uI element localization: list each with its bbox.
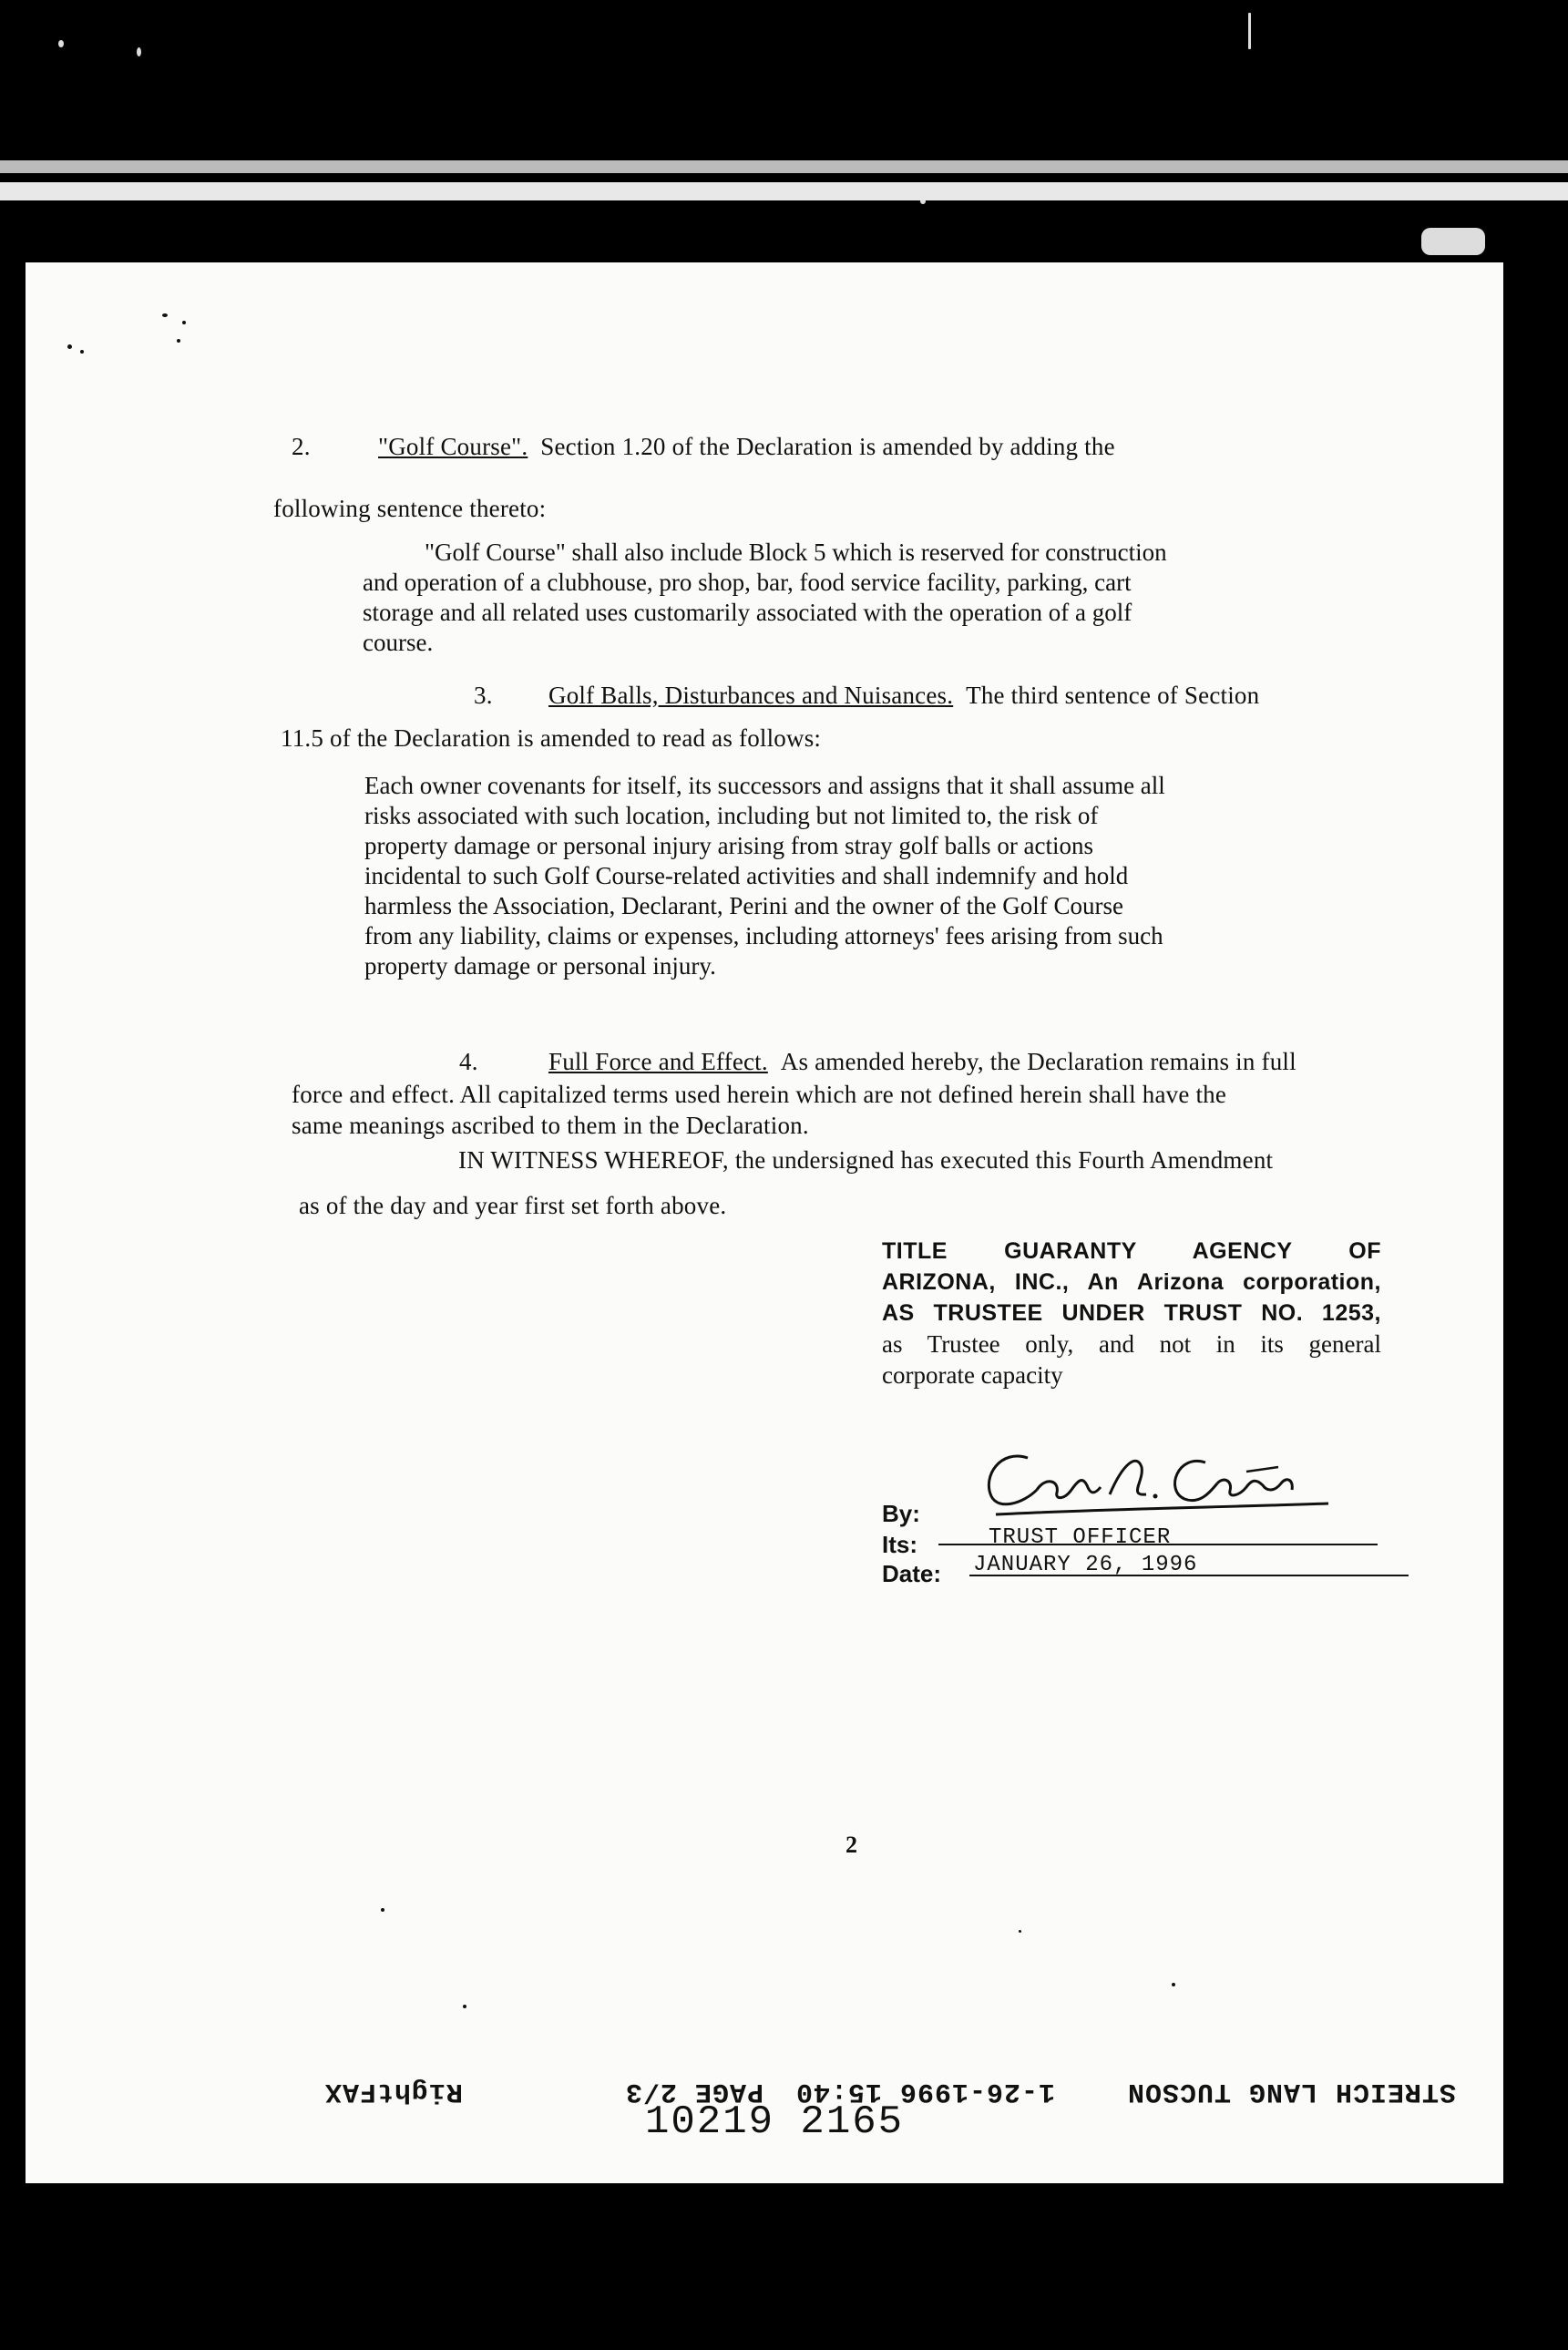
scan-band [0,182,1568,200]
section-3-quote-line: property damage or personal injury. [364,952,716,980]
border-speck [137,47,141,56]
scan-band [0,160,1568,173]
document-number: 10219 2165 [645,2099,905,2145]
section-4-line: same meanings ascribed to them in the Declaration. [292,1112,809,1139]
section-4-first-line [459,1046,1416,1077]
section-2-heading: "Golf Course". [378,433,528,460]
date-line [969,1575,1409,1576]
border-speck [1421,228,1485,255]
trustee-line: TITLE GUARANTY AGENCY OF [882,1238,1381,1264]
fax-datetime: 1-26-1996 15:40 [794,2076,1055,2107]
trustee-line: as Trustee only, and not in its general [882,1330,1381,1358]
witness-clause-cont [299,1190,726,1221]
border-speck [1248,13,1251,49]
scan-speck [67,344,72,349]
date-label: Date: [882,1560,942,1587]
scan-speck [162,313,168,317]
its-line [938,1544,1378,1545]
section-2-quote-line: and operation of a clubhouse, pro shop, bar, food service facility, parking, cart [363,569,1132,596]
section-3-quote-line: from any liability, claims or expenses, including attorneys' fees arising from such [364,922,1163,949]
scan-speck [381,1908,384,1912]
section-3-intro-cont-text: 11.5 of the Declaration is amended to read as follows: [281,724,822,752]
section-2-first-line [292,431,1385,462]
section-3-quote-line: incidental to such Golf Course-related activities and shall indemnify and hold [364,862,1129,889]
section-2-quote [363,538,1328,658]
its-value: TRUST OFFICER [989,1525,1172,1550]
scan-speck [1172,1983,1175,1986]
scan-speck [182,321,186,324]
section-3-first-line [474,680,1412,711]
section-2-intro: Section 1.20 of the Declaration is amended by adding the [540,433,1115,460]
date-value: JANUARY 26, 1996 [973,1553,1198,1577]
section-3-quote-line: harmless the Association, Declarant, Perini and the owner of the Golf Course [364,892,1124,919]
witness-line-2: as of the day and year first set forth above. [299,1192,727,1219]
section-3-quote-line: Each owner covenants for itself, its successors and assigns that it shall assume all [364,772,1165,799]
section-4-number: 4. [459,1048,478,1075]
scan-speck [177,339,180,343]
witness-clause [458,1144,1415,1175]
section-3-quote-line: risks associated with such location, including but not limited to, the risk of [364,802,1099,829]
section-4 [459,1046,1416,1077]
section-2-quote-line: storage and all related uses customarily associated with the operation of a golf [363,599,1132,626]
section-3-heading: Golf Balls, Disturbances and Nuisances. [548,682,954,709]
section-2-intro-cont-text: following sentence thereto: [273,495,547,522]
section-3-number: 3. [474,682,493,709]
page-number: 2 [845,1832,857,1858]
handwritten-signature [973,1440,1356,1522]
section-4-body [292,1079,1440,1141]
section-4-heading: Full Force and Effect. [548,1048,768,1075]
section-2-intro-cont [273,493,546,524]
its-label: Its: [882,1531,917,1558]
section-4-line: force and effect. All capitalized terms used herein which are not defined herein shall have the [292,1081,1227,1108]
section-3-quote [364,771,1330,981]
by-label: By: [882,1500,920,1527]
section-3 [474,680,1412,711]
section-4-intro: As amended hereby, the Declaration remains in full [780,1048,1296,1075]
scan-speck [1019,1930,1021,1933]
trustee-line: corporate capacity [882,1361,1063,1389]
fax-service: RightFAX [323,2076,463,2107]
fax-sender: STREICH LANG TUCSON [1126,2076,1456,2107]
section-3-quote-line: property damage or personal injury arising from stray golf balls or actions [364,832,1094,859]
section-3-intro-cont [281,723,821,754]
section-3-intro: The third sentence of Section [966,682,1260,709]
trustee-line: AS TRUSTEE UNDER TRUST NO. 1253, [882,1300,1381,1326]
trustee-block [882,1236,1381,1391]
border-speck [58,40,64,47]
section-2-quote-line: "Golf Course" shall also include Block 5 which is reserved for construction [425,539,1167,566]
section-2-number: 2. [292,433,311,460]
section-2-quote-line: course. [363,629,434,656]
document-page [26,262,1503,2183]
fax-page: PAGE 2/3 [624,2076,764,2107]
scan-speck [463,2005,466,2008]
scan-speck [80,350,84,354]
witness-line-1: IN WITNESS WHEREOF, the undersigned has executed this Fourth Amendment [458,1146,1274,1174]
section-2 [292,431,1385,462]
trustee-line: ARIZONA, INC., An Arizona corporation, [882,1269,1381,1295]
